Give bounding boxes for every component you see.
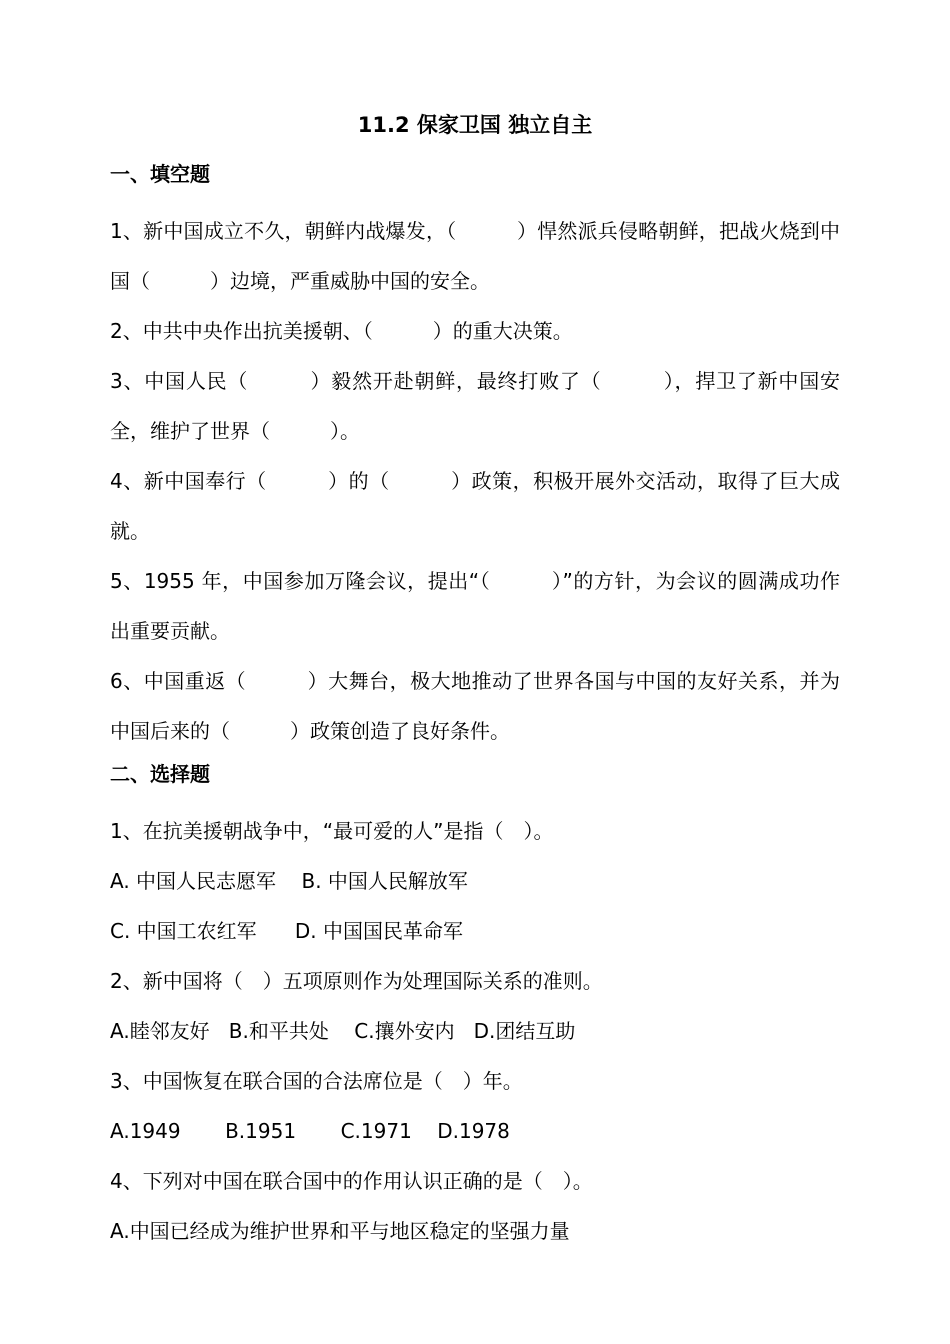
fill-in-question-6: 6、中国重返（ ）大舞台，极大地推动了世界各国与中国的友好关系，并为中国后来的（ ）政策创造了良好条件。 bbox=[110, 669, 840, 743]
choice-question-4-stem: 4、下列对中国在联合国中的作用认识正确的是（ ）。 bbox=[110, 1169, 593, 1193]
fill-in-question-3: 3、中国人民（ ）毅然开赴朝鲜，最终打败了（ ），捍卫了新中国安全，维护了世界（ ）。 bbox=[110, 369, 840, 443]
page-title: 11.2 保家卫国 独立自主 bbox=[357, 113, 593, 137]
choice-question-4-option-a: A.中国已经成为维护世界和平与地区稳定的坚强力量 bbox=[110, 1219, 570, 1243]
fill-in-question-2: 2、中共中央作出抗美援朝、（ ）的重大决策。 bbox=[110, 319, 573, 343]
fill-in-question-1: 1、新中国成立不久，朝鲜内战爆发，（ ）悍然派兵侵略朝鲜，把战火烧到中国（ ）边境，严重威胁中国的安全。 bbox=[110, 219, 840, 293]
choice-question-3-stem: 3、中国恢复在联合国的合法席位是（ ）年。 bbox=[110, 1069, 523, 1093]
section-heading-fill-in: 一、填空题 bbox=[110, 162, 210, 186]
fill-in-question-5: 5、1955 年，中国参加万隆会议，提出“（ ）”的方针，为会议的圆满成功作出重要贡献。 bbox=[110, 569, 840, 643]
fill-in-question-4: 4、新中国奉行（ ）的（ ）政策，积极开展外交活动，取得了巨大成就。 bbox=[110, 469, 840, 543]
choice-question-1-stem: 1、在抗美援朝战争中，“最可爱的人”是指（ ）。 bbox=[110, 819, 554, 843]
choice-question-2-stem: 2、新中国将（ ）五项原则作为处理国际关系的准则。 bbox=[110, 969, 603, 993]
choice-question-2-options: A.睦邻友好 B.和平共处 C.攘外安内 D.团结互助 bbox=[110, 1019, 576, 1043]
choice-question-3-options: A.1949 B.1951 C.1971 D.1978 bbox=[110, 1119, 510, 1143]
choice-question-1-options-ab: A. 中国人民志愿军 B. 中国人民解放军 bbox=[110, 869, 468, 893]
document-body bbox=[110, 156, 840, 1256]
choice-question-1-options-cd: C. 中国工农红军 D. 中国国民革命军 bbox=[110, 919, 463, 943]
section-heading-multiple-choice: 二、选择题 bbox=[110, 762, 210, 786]
